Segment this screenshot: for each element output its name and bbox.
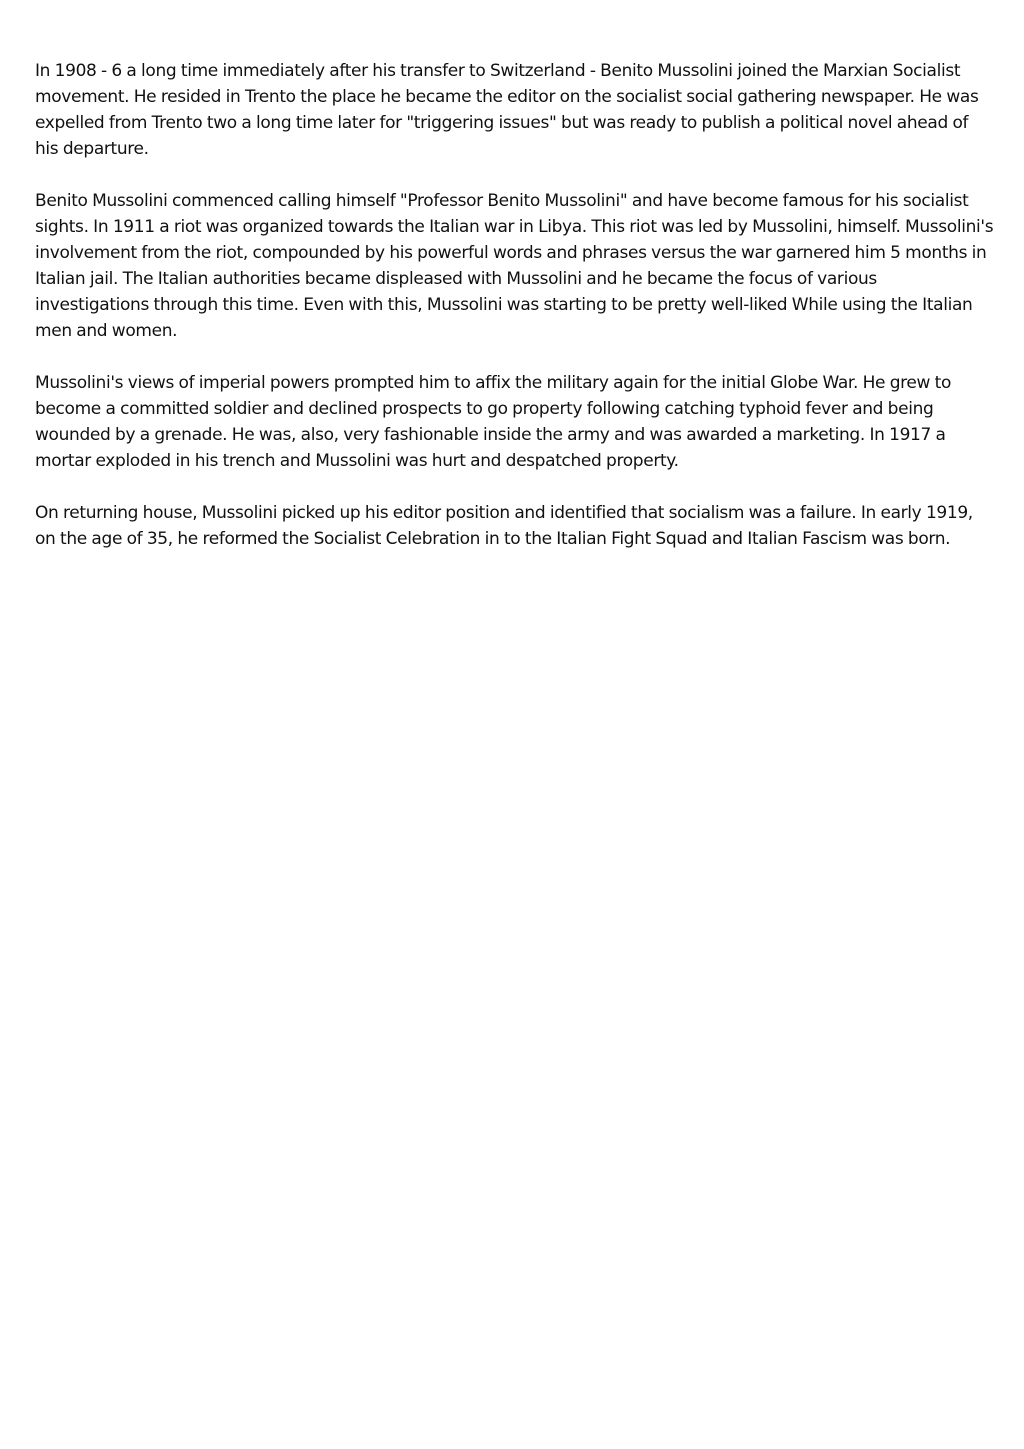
document-body — [35, 58, 995, 552]
paragraph-2: Benito Mussolini commenced calling himself "Professor Benito Mussolini" and have become famous for his socialist sights. In 1911 a riot was organized towards the Italian war in Libya. This riot was led by Mussolini, himself. Mussolini's involvement from the riot, compounded by his powerful words and phrases versus the war garnered him 5 months in Italian jail. The Italian authorities became displeased with Mussolini and he became the focus of various investigations through this time. Even with this, Mussolini was starting to be pretty well-liked While using the Italian men and women. — [35, 191, 994, 341]
paragraph-1: In 1908 - 6 a long time immediately after his transfer to Switzerland - Benito Mussolini joined the Marxian Socialist movement. He resided in Trento the place he became the editor on the socialist social gathering newspaper. He was expelled from Trento two a long time later for "triggering issues" but was ready to publish a political novel ahead of his departure. — [35, 61, 979, 159]
paragraph-4: On returning house, Mussolini picked up his editor position and identified that socialism was a failure. In early 1919, on the age of 35, he reformed the Socialist Celebration in to the Italian Fight Squad and Italian Fascism was born. — [35, 503, 973, 549]
paragraph-3: Mussolini's views of imperial powers prompted him to affix the military again for the initial Globe War. He grew to become a committed soldier and declined prospects to go property following catching typhoid fever and being wounded by a grenade. He was, also, very fashionable inside the army and was awarded a marketing. In 1917 a mortar exploded in his trench and Mussolini was hurt and despatched property. — [35, 373, 952, 471]
